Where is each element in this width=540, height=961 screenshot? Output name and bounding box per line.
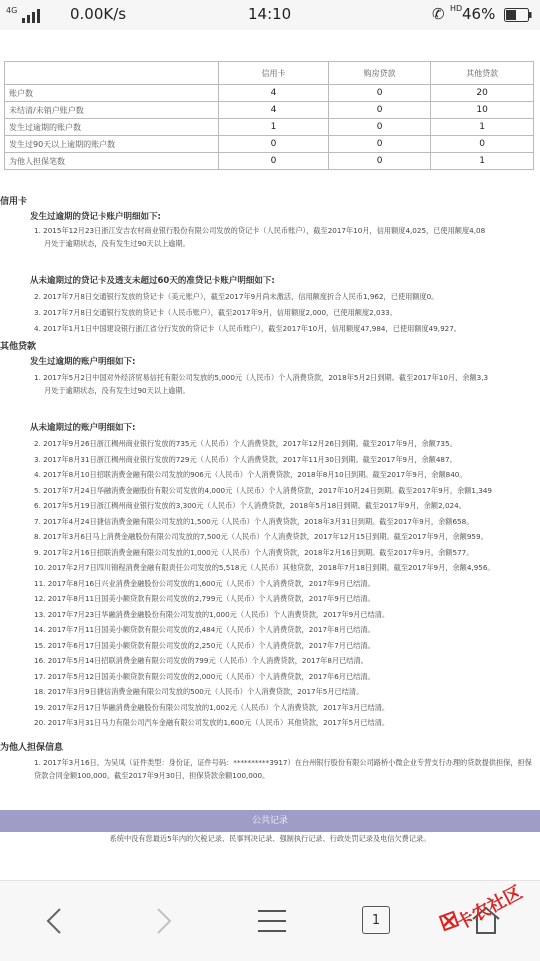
list-item: 16. 2017年5月14日招联消费金融有限公司发放的799元（人民币）个人消费贷款，2017年8月已结清。 [34,656,368,665]
list-item: 10. 2017年2月7日四川锦程消费金融有限责任公司发放的5,518元（人民币）其他贷款，2018年7月18日到期。截至2017年9月，余额4,956。 [34,563,495,572]
row-label: 为他人担保笔数 [5,153,219,170]
list-item: 月处于逾期状态，没有发生过90天以上逾期。 [44,386,190,395]
list-item: 1. 2017年5月2日中国对外经济贸易信托有限公司发放的5,000元（人民币）个人消费贷款，2018年5月2日到期。截至2017年10月，余额3,3 [34,373,489,382]
watermark-text: 卡农社区 [452,882,526,935]
table-header-cell: 信用卡 [219,62,329,85]
table-cell: 0 [431,136,534,153]
table-cell: 0 [219,153,329,170]
list-item: 14. 2017年7月11日国美小额贷款有限公司发放的2,484元（人民币）个人消费贷款，2017年8月已结清。 [34,625,375,634]
list-item: 13. 2017年7月23日华融消费金融股份有限公司发放的1,000元（人民币）个人消费贷款，2017年9月已结清。 [34,609,390,619]
list-item: 1. 2015年12月23日浙江安吉农村商业银行股份有限公司发放的贷记卡（人民币账户），截至2017年10月，信用额度4,025，已使用额度4,08 [34,226,486,235]
list-item: 20. 2017年3月31日马力有限公司汽车金融有限公司发放的1,600元（人民币）其他贷款，2017年5月已结清。 [34,718,390,727]
menu-icon[interactable] [256,907,288,935]
list-item: 5. 2017年7月24日华融消费金融股份有限公司发放的4,000元（人民币）个人消费贷款，2017年10月24日到期。截至2017年9月，余额1,349 [34,485,493,495]
table-cell: 4 [219,85,329,102]
watermark-logo [432,870,532,940]
public-records-note: 系统中没有您最近5年内的欠税记录、民事判决记录、强制执行记录、行政处罚记录及电信欠费记录。 [109,834,431,843]
credit-card-section-title: 信用卡 [0,197,28,207]
list-item: 4. 2017年8月10日招联消费金融有限公司发放的906元（人民币）个人消费贷款，2018年8月10日到期。截至2017年9月，余额840。 [34,470,467,479]
battery-level: 46% [462,5,496,23]
table-cell: 1 [431,119,534,136]
table-cell: 0 [328,85,430,102]
table-row [5,102,534,119]
table-cell: 10 [431,102,534,119]
list-item: 1. 2017年3月16日，为吴凤（证件类型：身份证，证件号码：**********3917）在台州银行股份有限公司路桥小微企业专营支行办理的贷款提供担保，担保贷款合同金额100,000。截至2017年9月30日，担保贷款余额100,000。 [34,758,532,780]
overdue-loan-heading: 发生过逾期的账户明细如下: [30,357,136,367]
guarantee-section-title: 为他人担保信息 [0,743,64,753]
list-item: 2. 2017年7月8日交通银行发放的贷记卡（美元账户），截至2017年9月尚未激活，信用额度折合人民币1,962，已使用额度0。 [34,292,439,301]
table-header-cell: 购房贷款 [328,62,430,85]
table-row [5,136,534,153]
tabs-button[interactable]: 1 [362,906,390,934]
watermark-svg [432,870,532,940]
list-item: 2. 2017年9月26日浙江稠州商业银行发放的735元（人民币）个人消费贷款，2017年12月26日到期。截至2017年9月，余额735。 [34,439,457,448]
summary-table [4,61,534,170]
list-item: 8. 2017年3月6日马上消费金融股份有限公司发放的7,500元（人民币）个人消费贷款，2017年12月15日到期。截至2017年9月，余额959。 [34,532,488,541]
other-loans-section-title: 其他贷款 [0,342,37,352]
row-label: 未结清/未销户账户数 [5,102,219,119]
list-item: 18. 2017年3月9日捷信消费金融有限公司发放的500元（人民币）个人消费贷款，2017年5月已结清。 [34,687,364,696]
table-cell: 0 [328,102,430,119]
table-header-row [5,62,534,85]
list-item: 15. 2017年6月17日国美小额贷款有限公司发放的2,250元（人民币）个人消费贷款，2017年7月已结清。 [34,640,375,650]
network-speed: 0.00K/s [70,5,127,23]
list-item: 12. 2017年8月11日国美小额贷款有限公司发放的2,799元（人民币）个人消费贷款，2017年9月已结清。 [34,594,375,603]
clock: 14:10 [248,5,292,23]
table-header-cell [5,62,219,85]
list-item: 11. 2017年8月16日兴业消费金融股份公司发放的1,600元（人民币）个人消费贷款，2017年9月已结清。 [34,578,375,588]
list-item: 3. 2017年7月8日交通银行发放的贷记卡（人民币账户），截至2017年9月，信用额度2,000，已使用额度2,033。 [34,308,397,317]
list-item: 4. 2017年1月1日中国建设银行浙江省分行发放的贷记卡（人民币账户），截至2017年10月，信用额度47,984，已使用额度49,927。 [34,324,461,333]
table-cell: 0 [328,119,430,136]
list-item: 9. 2017年2月16日招联消费金融有限公司发放的1,000元（人民币）个人消费贷款，2018年2月16日到期。截至2017年9月，余额577。 [34,547,474,557]
row-label: 账户数 [5,85,219,102]
table-cell: 4 [219,102,329,119]
table-row [5,85,534,102]
list-item: 17. 2017年5月12日国美小额贷款有限公司发放的2,000元（人民币）个人消费贷款，2017年6月已结清。 [34,671,375,681]
back-icon[interactable] [40,905,70,937]
network-type-label: 4G [6,6,18,15]
row-label: 发生过90天以上逾期的账户数 [5,136,219,153]
hd-voice-label: HD [450,4,463,13]
credit-report-document[interactable] [0,34,540,880]
table-row [5,153,534,170]
forward-icon[interactable] [148,905,178,937]
table-cell: 0 [219,136,329,153]
sim-signal-labels [6,6,17,15]
table-cell: 0 [328,153,430,170]
list-item: 6. 2017年5月19日浙江稠州商业银行发放的3,300元（人民币）个人消费贷款，2018年5月18日到期。截至2017年9月，余额2,024。 [34,501,466,510]
normal-card-heading: 从未逾期过的贷记卡及透支未超过60天的准贷记卡账户明细如下: [30,276,275,286]
list-item: 月处于逾期状态，没有发生过90天以上逾期。 [44,239,190,248]
battery-icon [504,8,532,22]
list-item: 3. 2017年8月31日浙江稠州商业银行发放的729元（人民币）个人消费贷款，2017年11月30日到期。截至2017年9月，余额487。 [34,454,457,464]
list-item: 7. 2017年4月24日捷信消费金融有限公司发放的1,500元（人民币）个人消费贷款，2018年3月31日到期。截至2017年9月，余额658。 [34,516,474,526]
table-row [5,119,534,136]
table-cell: 20 [431,85,534,102]
table-cell: 0 [328,136,430,153]
table-cell: 1 [219,119,329,136]
overdue-card-heading: 发生过逾期的贷记卡账户明细如下: [30,212,161,222]
list-item: 19. 2017年2月17日华融消费金融股份有限公司发放的1,002元（人民币）个人消费贷款，2017年3月已结清。 [34,702,390,712]
status-bar [0,0,540,30]
normal-loan-heading: 从未逾期过的账户明细如下: [30,423,136,433]
phone-call-icon: ✆ [432,5,445,23]
public-records-header: 公共记录 [0,810,540,832]
row-label: 发生过逾期的账户数 [5,119,219,136]
signal-strength-icon [22,9,52,23]
table-cell: 1 [431,153,534,170]
table-header-cell: 其他贷款 [431,62,534,85]
